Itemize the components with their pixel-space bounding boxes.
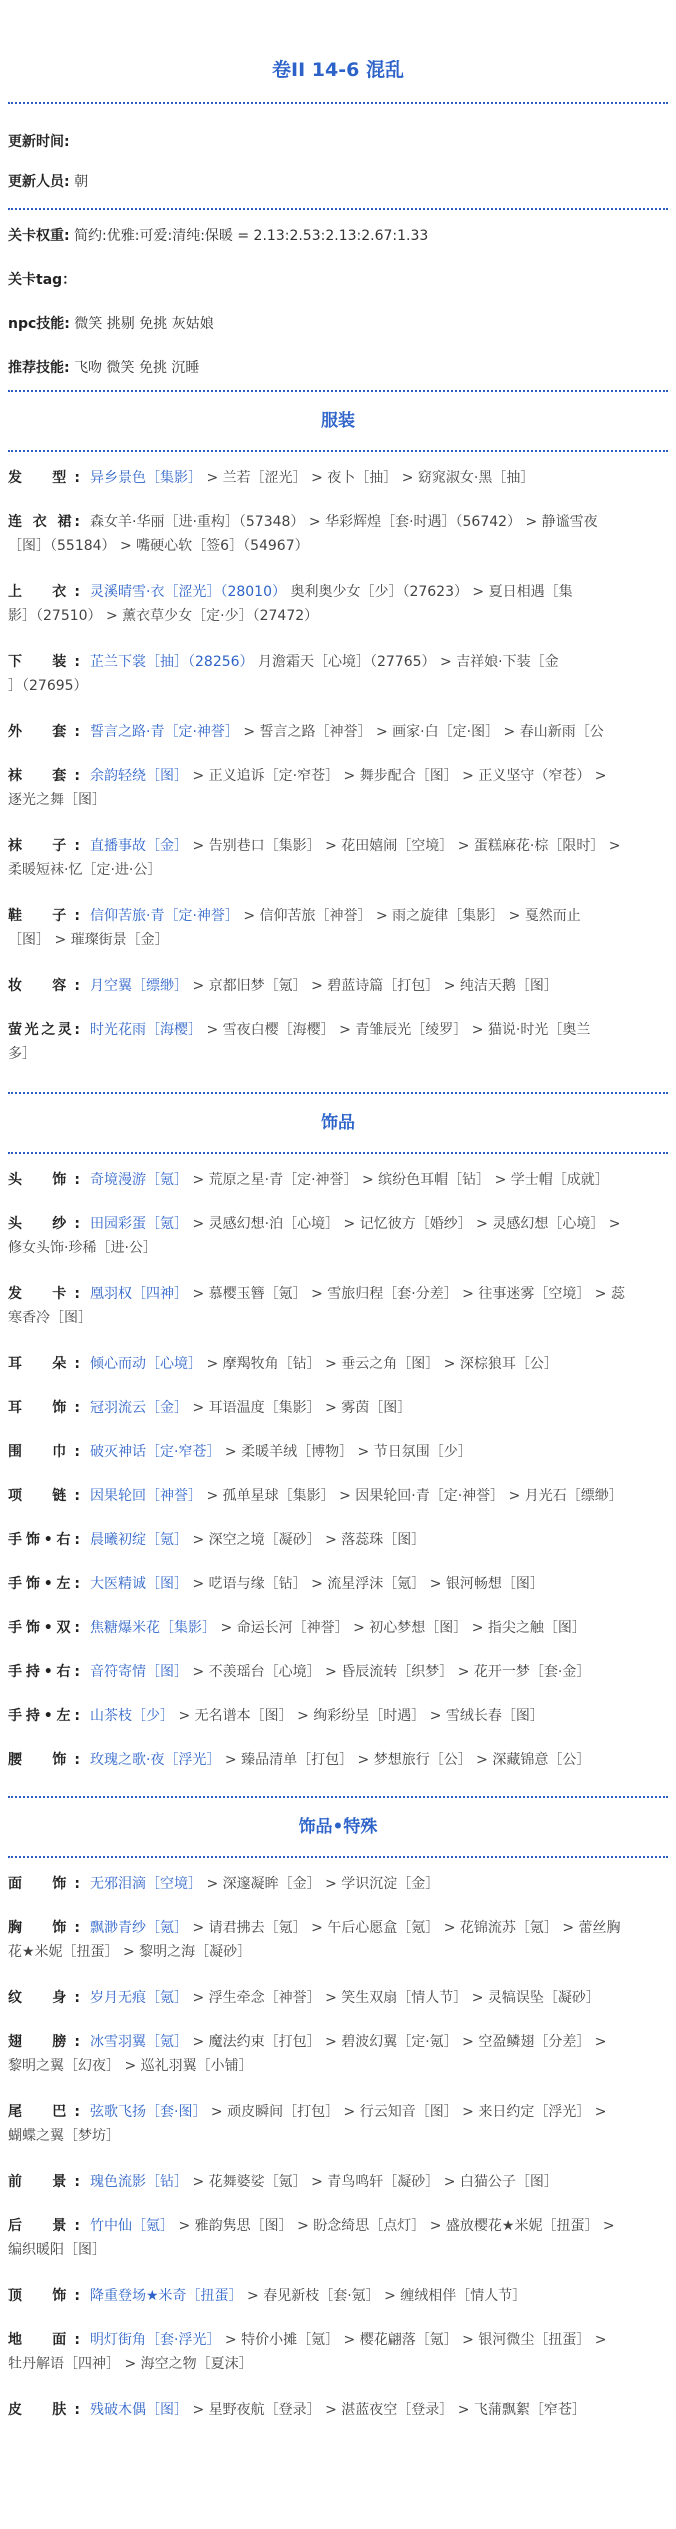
item-text: 花★米妮［扭蛋］ > 黎明之海［凝砂］ [8, 1944, 252, 1960]
item-label: 手饰•双: [8, 1620, 80, 1636]
item-text: > 花舞婆娑［氪］ > 青鸟鸣轩［凝砂］ > 白猫公子［图］ [188, 2174, 558, 2190]
item-label: 袜 套: [8, 768, 80, 784]
item-text: > 京都旧梦［氪］ > 碧蓝诗篇［打包］ > 纯洁天鹅［图］ [188, 978, 558, 994]
item-row [8, 1748, 668, 1792]
item-row [8, 764, 668, 834]
item-line [8, 2054, 668, 2078]
item-line [8, 2100, 668, 2124]
item-label: 头 纱: [8, 1216, 80, 1232]
item-row [8, 1212, 668, 1282]
item-row [8, 2328, 668, 2398]
item-label: 妆 容: [8, 978, 80, 994]
meta-updater [8, 170, 668, 202]
item-text: > 荒原之星·青［定·神誉］ > 缤纷色耳帽［钻］ > 学士帽［成就］ [188, 1172, 609, 1188]
item-row [8, 1660, 668, 1704]
item-line [8, 1306, 668, 1330]
item-line [8, 1616, 668, 1640]
item-label: 发 卡: [8, 1286, 80, 1302]
item-line [8, 1168, 668, 1192]
item-label: 手饰•左: [8, 1576, 80, 1592]
item-text: > 春见新枝［套·氪］ > 缠绒相伴［情人节］ [242, 2288, 527, 2304]
item-text: > 臻品清单［打包］ > 梦想旅行［公］ > 深藏锦意［公］ [220, 1752, 591, 1768]
item-line [8, 2030, 668, 2054]
meta-rec [8, 356, 668, 386]
recommended-item: 弦歌飞扬［套·图］ [90, 2104, 207, 2120]
item-label: 面 饰: [8, 1876, 80, 1892]
item-line [8, 1236, 668, 1260]
item-label: 手持•右: [8, 1664, 80, 1680]
recommended-item: 焦糖爆米花［集影］ [90, 1620, 216, 1636]
item-text: > 正义追诉［定·窄苍］ > 舞步配合［图］ > 正义坚守（窄苍） > [188, 768, 607, 784]
recommended-item: 山茶枝［少］ [90, 1708, 174, 1724]
item-text: 牡丹解语［四神］ > 海空之物［夏沫］ [8, 2356, 253, 2372]
item-label: 项 链: [8, 1488, 80, 1504]
item-row [8, 1440, 668, 1484]
item-line [8, 2284, 668, 2308]
item-text: > 雅韵隽思［图］ > 盼念绮思［点灯］ > 盛放樱花★米妮［扭蛋］ > [174, 2218, 615, 2234]
item-line [8, 1042, 668, 1066]
item-row [8, 1916, 668, 1986]
item-text: > 星野夜航［登录］ > 湛蓝夜空［登录］ > 飞蒲飘絮［窄苍］ [188, 2402, 586, 2418]
meta-weight [8, 224, 668, 268]
recommended-item: 田园彩蛋［氪］ [90, 1216, 188, 1232]
npc-label: npc技能: [8, 316, 70, 332]
item-text: > 信仰苦旅［神誉］ > 雨之旋律［集影］ > 戛然而止 [238, 908, 581, 924]
section-title-special: 饰品•特殊 [298, 1817, 378, 1837]
item-label: 下 装: [8, 654, 80, 670]
item-label: 萤光之灵: [8, 1022, 80, 1038]
item-line [8, 2170, 668, 2194]
item-row [8, 2100, 668, 2170]
item-label: 鞋 子: [8, 908, 80, 924]
recommended-item: 无邪泪滴［空境］ [90, 1876, 202, 1892]
section-title-clothing: 服装 [321, 411, 355, 431]
item-line [8, 720, 668, 744]
item-line [8, 1704, 668, 1728]
updater-value: 朝 [74, 174, 89, 190]
level-info [8, 210, 668, 386]
recommended-item: 灵溪晴雪·衣［涩光］（28010） [90, 584, 286, 600]
item-label: 纹 身: [8, 1990, 80, 2006]
tag-label: 关卡tag： [8, 272, 77, 288]
recommended-item: 奇境漫游［氪］ [90, 1172, 188, 1188]
item-text: ［图］ > 璀璨街景［金］ [8, 932, 169, 948]
item-text: 蝴蝶之翼［梦坊］ [8, 2128, 120, 2144]
item-line [8, 858, 668, 882]
item-line [8, 466, 668, 490]
item-line [8, 1282, 668, 1306]
item-line [8, 904, 668, 928]
item-row [8, 1352, 668, 1396]
item-row [8, 834, 668, 904]
item-label: 尾 巴: [8, 2104, 80, 2120]
recommended-item: 晨曦初绽［氪］ [90, 1532, 188, 1548]
item-line [8, 1748, 668, 1772]
item-text: > 请君拂去［氪］ > 午后心愿盒［氪］ > 花锦流苏［氪］ > 蕾丝胸 [188, 1920, 621, 1936]
item-line [8, 1986, 668, 2010]
item-row [8, 974, 668, 1018]
item-text: 寒香冷［图］ [8, 1310, 92, 1326]
item-row [8, 650, 668, 720]
item-text: 黎明之翼［幻夜］ > 巡礼羽翼［小铺］ [8, 2058, 253, 2074]
item-row [8, 1396, 668, 1440]
item-text: 修女头饰·珍稀［进·公］ [8, 1240, 157, 1256]
item-text: > 魔法约束［打包］ > 碧波幻翼［定·氪］ > 空盈鳞翅［分差］ > [188, 2034, 607, 2050]
item-label: 前 景: [8, 2174, 80, 2190]
recommended-item: 倾心而动［心境］ [90, 1356, 202, 1372]
item-label: 地 面: [8, 2332, 80, 2348]
item-row [8, 2398, 668, 2442]
recommended-item: 直播事故［金］ [90, 838, 188, 854]
item-text: ］（27695） [8, 678, 88, 694]
recommended-item: 大医精诚［图］ [90, 1576, 188, 1592]
item-line [8, 2238, 668, 2262]
item-text: > 柔暖羊绒［博物］ > 节日氛围［少］ [220, 1444, 472, 1460]
recommended-item: 誓言之路·青［定·神誉］ [90, 724, 239, 740]
item-row [8, 1704, 668, 1748]
section-title-accessories: 饰品 [321, 1113, 355, 1133]
accessories-list [8, 1154, 668, 1792]
item-line [8, 928, 668, 952]
item-text: 月澹霜天［心境］（27765） > 吉祥娘·下装［金 [253, 654, 559, 670]
recommended-item: 冰雪羽翼［氪］ [90, 2034, 188, 2050]
item-label: 手持•左: [8, 1708, 80, 1724]
rec-value: 飞吻 微笑 免挑 沉睡 [74, 360, 200, 376]
page-title: 卷II 14-6 混乱 [272, 59, 404, 81]
item-line [8, 1660, 668, 1684]
recommended-item: 因果轮回［神誉］ [90, 1488, 202, 1504]
item-line [8, 834, 668, 858]
recommended-item: 破灭神话［定·窄苍］ [90, 1444, 221, 1460]
item-text: > 灵感幻想·泊［心境］ > 记忆彼方［婚纱］ > 灵感幻想［心境］ > [188, 1216, 621, 1232]
item-row [8, 1484, 668, 1528]
recommended-item: 凰羽权［四神］ [90, 1286, 188, 1302]
recommended-item: 残破木偶［图］ [90, 2402, 188, 2418]
item-line [8, 510, 668, 534]
item-line [8, 1018, 668, 1042]
item-line [8, 1528, 668, 1552]
special-list [8, 1858, 668, 2442]
item-label: 皮 肤: [8, 2402, 80, 2418]
item-label: 腰 饰: [8, 1752, 80, 1768]
item-line [8, 2398, 668, 2422]
item-line [8, 1212, 668, 1236]
item-label: 手饰•右: [8, 1532, 80, 1548]
item-label: 顶 饰: [8, 2288, 80, 2304]
recommended-item: 玫瑰之歌·夜［浮光］ [90, 1752, 221, 1768]
item-row [8, 2030, 668, 2100]
item-row [8, 466, 668, 510]
item-text: 多］ [8, 1046, 36, 1062]
item-text: > 慕樱玉簪［氪］ > 雪旅归程［套·分差］ > 往事迷雾［空境］ > 蕊 [188, 1286, 625, 1302]
recommended-item: 竹中仙［氪］ [90, 2218, 174, 2234]
item-line [8, 1940, 668, 1964]
recommended-item: 飘渺青纱［氪］ [90, 1920, 188, 1936]
item-row [8, 510, 668, 580]
item-text: > 兰若［涩光］ > 夜卜［抽］ > 窈窕淑女·黑［抽］ [202, 470, 535, 486]
item-label: 袜 子: [8, 838, 80, 854]
item-text: > 深空之境［凝砂］ > 落蕊珠［图］ [188, 1532, 426, 1548]
item-text: > 告别巷口［集影］ > 花田嬉闹［空境］ > 蛋糕麻花·棕［限时］ > [188, 838, 621, 854]
npc-value: 微笑 挑剔 免挑 灰姑娘 [74, 316, 214, 332]
item-text: > 呓语与缘［钻］ > 流星浮沫［氪］ > 银河畅想［图］ [188, 1576, 544, 1592]
item-line [8, 534, 668, 558]
item-row [8, 1872, 668, 1916]
recommended-item: 异乡景色［集影］ [90, 470, 202, 486]
item-text: > 雪夜白樱［海樱］ > 青雏辰光［绫罗］ > 猫说·时光［奥兰 [202, 1022, 591, 1038]
item-line [8, 974, 668, 998]
item-line [8, 764, 668, 788]
item-line [8, 604, 668, 628]
item-line [8, 1396, 668, 1420]
item-line [8, 674, 668, 698]
item-label: 外 套: [8, 724, 80, 740]
recommended-item: 岁月无痕［氪］ [90, 1990, 188, 2006]
item-row [8, 1616, 668, 1660]
item-label: 耳 朵: [8, 1356, 80, 1372]
item-label: 连 衣 裙: [8, 514, 80, 530]
item-row [8, 2214, 668, 2284]
item-line [8, 2328, 668, 2352]
updater-label: 更新人员: [8, 174, 70, 190]
item-text: > 无名谱本［图］ > 绚彩纷呈［时遇］ > 雪绒长春［图］ [174, 1708, 544, 1724]
item-text: 编织暖阳［图］ [8, 2242, 106, 2258]
weight-label: 关卡权重: [8, 228, 70, 244]
recommended-item: 时光花雨［海樱］ [90, 1022, 202, 1038]
item-row [8, 1018, 668, 1088]
item-text: > 摩羯牧角［钻］ > 垂云之角［图］ > 深棕狼耳［公］ [202, 1356, 558, 1372]
item-label: 围 巾: [8, 1444, 80, 1460]
item-line [8, 788, 668, 812]
item-text: > 顽皮瞬间［打包］ > 行云知音［图］ > 来日约定［浮光］ > [206, 2104, 607, 2120]
recommended-item: 月空翼［缥缈］ [90, 978, 188, 994]
item-row [8, 1572, 668, 1616]
item-line [8, 1440, 668, 1464]
recommended-item: 瑰色流影［钻］ [90, 2174, 188, 2190]
item-label: 发 型: [8, 470, 80, 486]
recommended-item: 音符寄情［图］ [90, 1664, 188, 1680]
item-row [8, 1168, 668, 1212]
meta-block [8, 104, 668, 202]
item-text: > 特价小摊［氪］ > 樱花翩落［氪］ > 银河微尘［扭蛋］ > [220, 2332, 607, 2348]
recommended-item: 降重登场★米奇［扭蛋］ [90, 2288, 243, 2304]
item-line [8, 2124, 668, 2148]
item-label: 胸 饰: [8, 1920, 80, 1936]
item-text: > 孤单星球［集影］ > 因果轮回·青［定·神誉］ > 月光石［缥缈］ [202, 1488, 623, 1504]
recommended-item: 芷兰下裳［抽］（28256） [90, 654, 254, 670]
item-label: 翅 膀: [8, 2034, 80, 2050]
item-row [8, 1282, 668, 1352]
item-text: > 深邃凝眸［金］ > 学识沉淀［金］ [202, 1876, 440, 1892]
item-text: > 不羡瑶台［心境］ > 昏辰流转［织梦］ > 花开一梦［套·金］ [188, 1664, 591, 1680]
item-row [8, 1528, 668, 1572]
meta-tag [8, 268, 668, 312]
rec-label: 推荐技能: [8, 360, 70, 376]
item-line [8, 1484, 668, 1508]
weight-value: 简约:优雅:可爱:清纯:保暖 = 2.13:2.53:2.13:2.67:1.33 [74, 228, 429, 244]
item-row [8, 720, 668, 764]
update-time-label: 更新时间: [8, 134, 70, 150]
item-label: 上 衣: [8, 584, 80, 600]
recommended-item: 信仰苦旅·青［定·神誉］ [90, 908, 239, 924]
item-line [8, 1916, 668, 1940]
item-row [8, 580, 668, 650]
recommended-item: 余韵轻绕［图］ [90, 768, 188, 784]
recommended-item: 明灯街角［套·浮光］ [90, 2332, 221, 2348]
item-text: ［图］（55184） > 嘴硬心软［签6］（54967） [8, 538, 309, 554]
item-text: 影］（27510） > 薰衣草少女［定·少］（27472） [8, 608, 319, 624]
item-label: 后 景: [8, 2218, 80, 2234]
meta-update-time [8, 130, 668, 170]
recommended-item: 冠羽流云［金］ [90, 1400, 188, 1416]
item-line [8, 1352, 668, 1376]
item-text: 柔暖短袜·忆［定·进·公］ [8, 862, 162, 878]
item-row [8, 1986, 668, 2030]
item-line [8, 2352, 668, 2376]
item-row [8, 2170, 668, 2214]
item-label: 头 饰: [8, 1172, 80, 1188]
clothing-list [8, 452, 668, 1088]
item-row [8, 2284, 668, 2328]
item-line [8, 1872, 668, 1896]
item-line [8, 2214, 668, 2238]
item-text: > 命运长河［神誉］ > 初心梦想［图］ > 指尖之触［图］ [216, 1620, 586, 1636]
item-label: 耳 饰: [8, 1400, 80, 1416]
item-text: 逐光之舞［图］ [8, 792, 106, 808]
item-line [8, 1572, 668, 1596]
item-text: 奥利奥少女［少］（27623） > 夏日相遇［集 [286, 584, 573, 600]
item-text: > 浮生牵念［神誉］ > 笑生双扇［情人节］ > 灵犒误坠［凝砂］ [188, 1990, 600, 2006]
item-text: > 誓言之路［神誉］ > 画家·白［定·图］ > 春山新雨［公 [238, 724, 604, 740]
item-text: 森女羊·华丽［进·重构］（57348） > 华彩辉煌［套·时遇］（56742） > 静谧雪夜 [90, 514, 598, 530]
item-row [8, 904, 668, 974]
item-line [8, 580, 668, 604]
item-line [8, 650, 668, 674]
item-text: > 耳语温度［集影］ > 雾茵［图］ [188, 1400, 412, 1416]
meta-npc [8, 312, 668, 356]
